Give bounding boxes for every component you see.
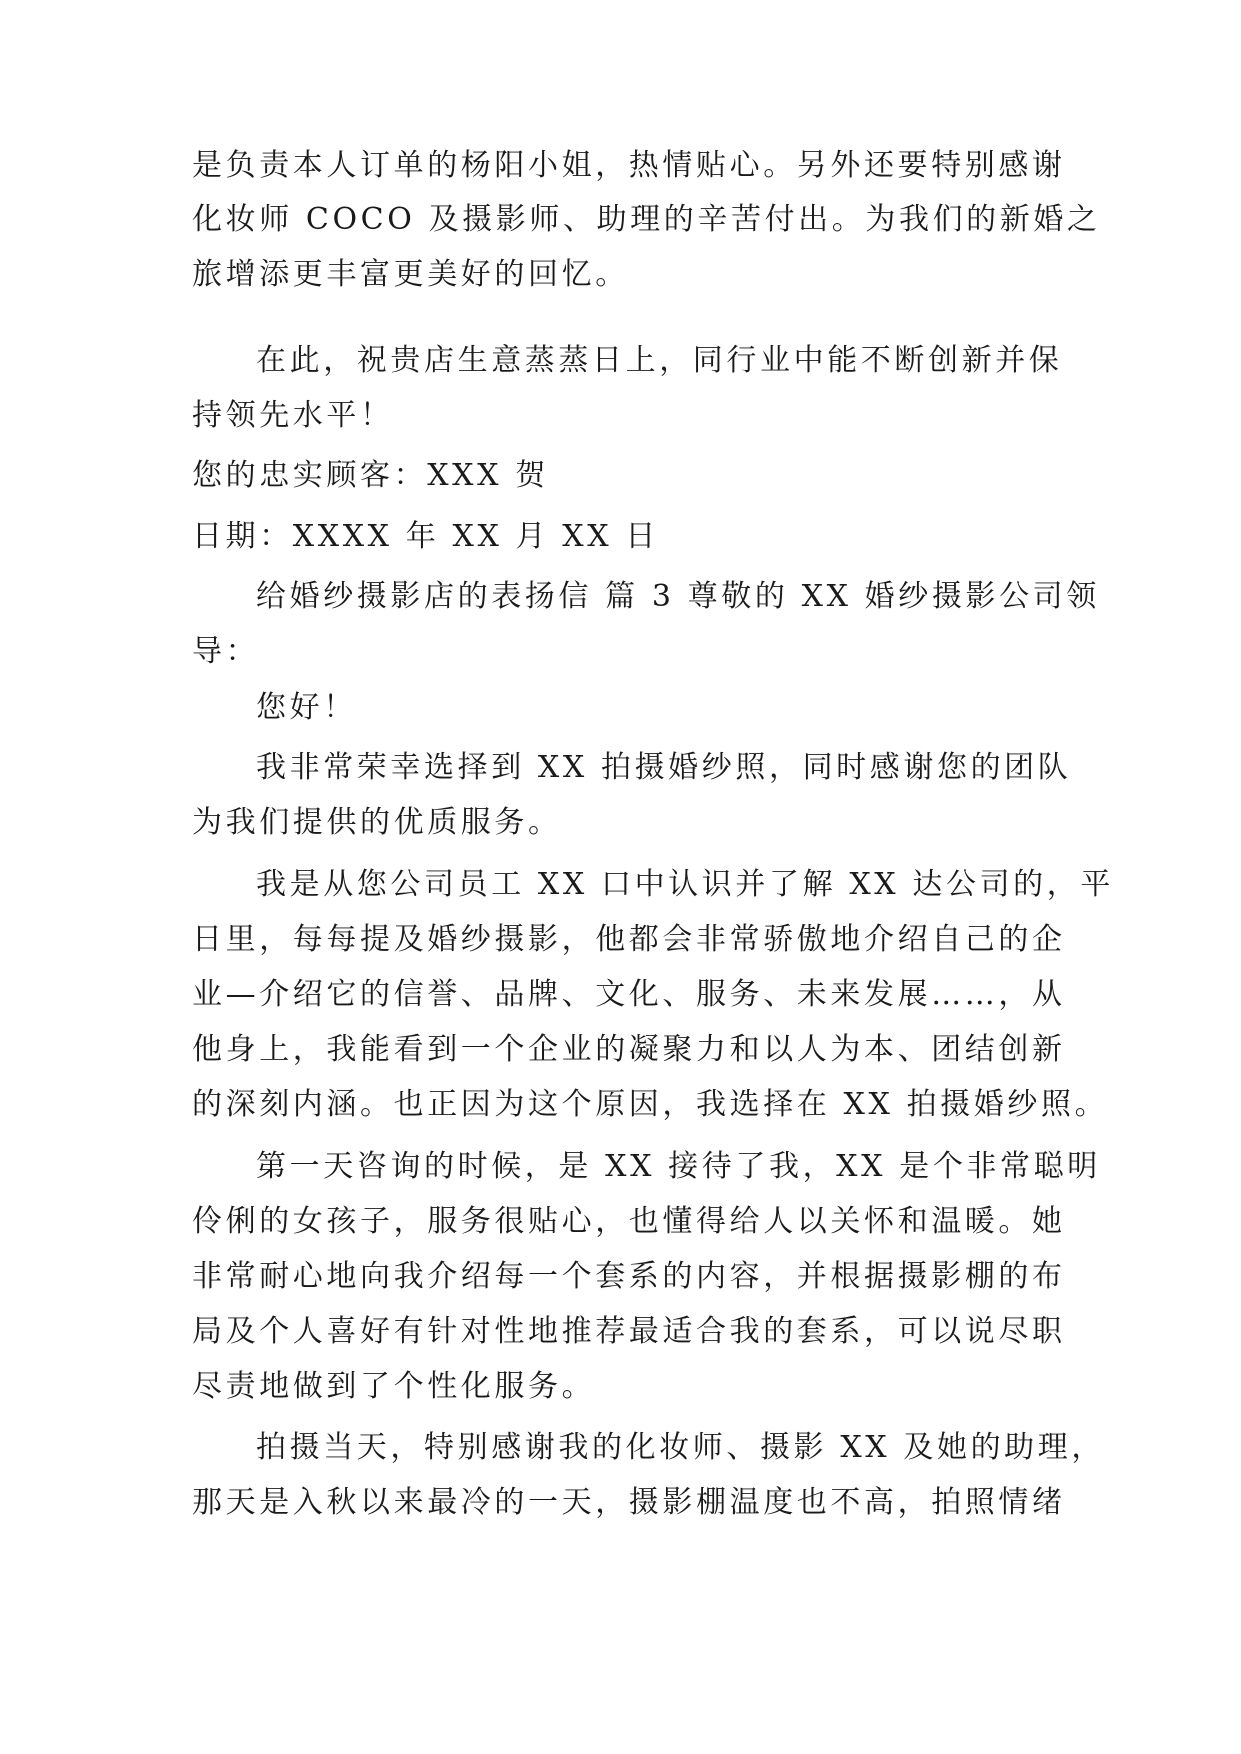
date-line: 日期：XXXX 年 XX 月 XX 日 <box>192 519 659 554</box>
text-line: 业—介绍它的信誉、品牌、文化、服务、未来发展……，从 <box>192 977 1066 1012</box>
text-line: 那天是入秋以来最冷的一天，摄影棚温度也不高，拍照情绪 <box>192 1485 1066 1520</box>
text-line: 导： <box>192 634 260 669</box>
text-line: 拍摄当天，特别感谢我的化妆师、摄影 XX 及她的助理， <box>256 1430 1105 1465</box>
greeting-line: 您好！ <box>256 690 357 725</box>
text-line: 局及个人喜好有针对性地推荐最适合我的套系，可以说尽职 <box>192 1314 1066 1349</box>
text-line: 旅增添更丰富更美好的回忆。 <box>192 257 629 292</box>
text-line: 伶俐的女孩子，服务很贴心，也懂得给人以关怀和温暖。她 <box>192 1204 1066 1239</box>
text-line: 非常耐心地向我介绍每一个套系的内容，并根据摄影棚的布 <box>192 1259 1066 1294</box>
text-line: 日里，每每提及婚纱摄影，他都会非常骄傲地介绍自己的企 <box>192 922 1066 957</box>
text-line: 我非常荣幸选择到 XX 拍摄婚纱照，同时感谢您的团队 <box>256 750 1072 785</box>
text-line: 第一天咨询的时候，是 XX 接待了我，XX 是个非常聪明 <box>256 1149 1101 1184</box>
signature-line: 您的忠实顾客：XXX 贺 <box>192 458 549 493</box>
text-line: 我是从您公司员工 XX 口中认识并了解 XX 达公司的，平 <box>256 867 1114 902</box>
text-line: 为我们提供的优质服务。 <box>192 805 562 840</box>
text-line: 持领先水平！ <box>192 398 394 433</box>
text-line: 是负责本人订单的杨阳小姐，热情贴心。另外还要特别感谢 <box>192 148 1066 183</box>
text-line: 给婚纱摄影店的表扬信 篇 3 尊敬的 XX 婚纱摄影公司领 <box>256 579 1100 614</box>
text-line: 尽责地做到了个性化服务。 <box>192 1369 596 1404</box>
text-line: 的深刻内涵。也正因为这个原因，我选择在 XX 拍摄婚纱照。 <box>192 1087 1109 1122</box>
text-line: 在此，祝贵店生意蒸蒸日上，同行业中能不断创新并保 <box>256 343 1063 378</box>
text-line: 化妆师 COCO 及摄影师、助理的辛苦付出。为我们的新婚之 <box>192 202 1101 237</box>
text-line: 他身上，我能看到一个企业的凝聚力和以人为本、团结创新 <box>192 1032 1066 1067</box>
